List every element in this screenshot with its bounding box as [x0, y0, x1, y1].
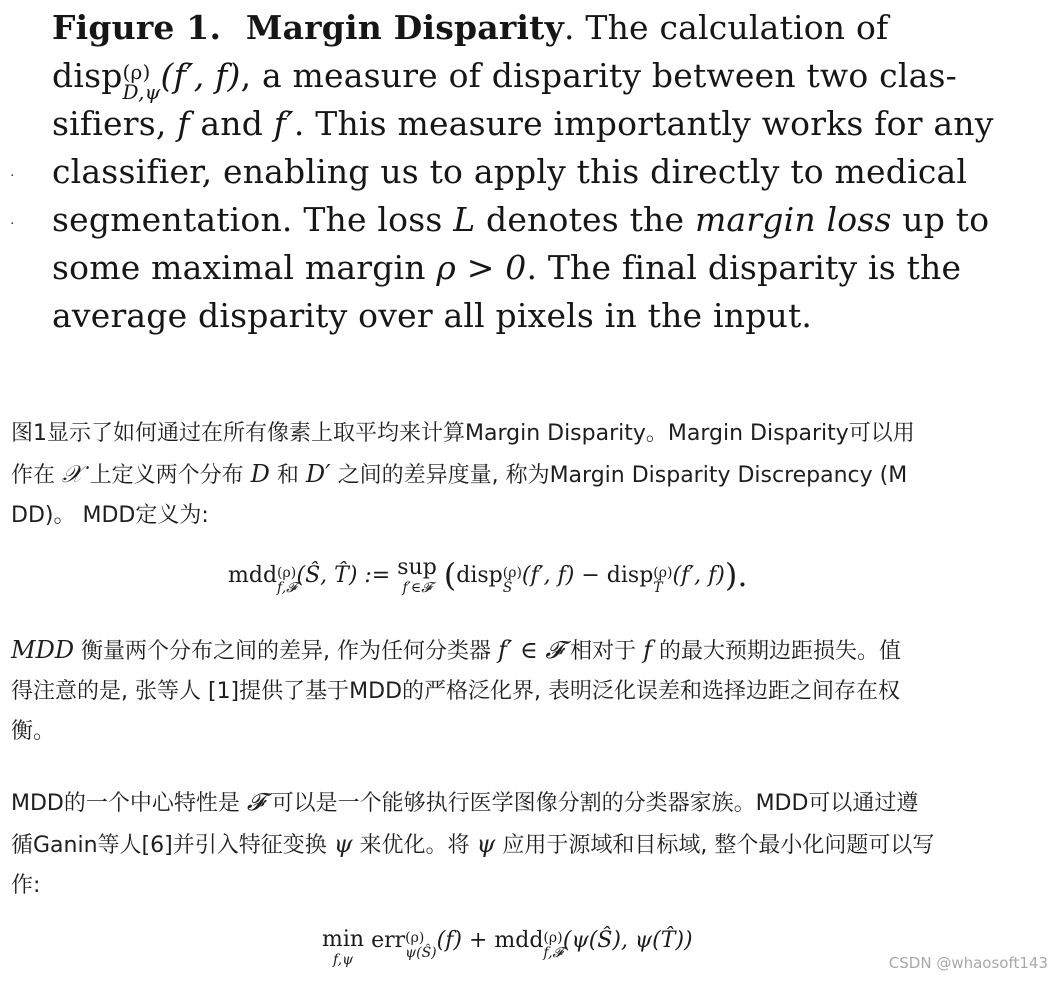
math-sub: Ŝ — [502, 580, 513, 596]
paragraph-3 — [11, 782, 1055, 906]
math-supsub — [405, 931, 437, 961]
math-sup: (ρ) — [122, 60, 151, 84]
math-sub: ψ(Ŝ) — [405, 945, 437, 961]
math-args: (Ŝ, T̂) := — [296, 563, 398, 588]
math-f: f — [643, 636, 653, 664]
caption-line — [52, 52, 1027, 104]
text-run: 衡量两个分布之间的差异, 作为任何分类器 — [74, 639, 499, 664]
caption-text: denotes the — [475, 200, 695, 239]
math-supsub — [277, 566, 296, 596]
caption-line — [52, 244, 1027, 292]
math-sup-limit: f′∈𝓕 — [402, 580, 432, 596]
caption-line — [52, 4, 1027, 52]
math-supsub — [503, 566, 522, 596]
math-L: L — [453, 200, 476, 239]
math-f: f — [177, 104, 190, 143]
math-sup: (ρ) — [543, 930, 563, 946]
text-line — [11, 782, 1055, 824]
text-line — [11, 630, 1055, 672]
text-run: 和 — [269, 463, 306, 488]
text-run: 可以是一个能够执行医学图像分割的分类器家族。MDD可以通过遵 — [264, 791, 919, 816]
math-sup: (ρ) — [405, 930, 425, 946]
text-run: 相对于 — [563, 639, 644, 664]
math-min-operator — [322, 928, 364, 968]
caption-line: average disparity over all pixels in the input. — [52, 296, 813, 335]
math-sub: f,𝓕 — [277, 580, 297, 596]
math-sub: D,ψ — [122, 80, 161, 104]
math-MDD: MDD — [11, 636, 75, 664]
math-rho: ρ > 0 — [436, 248, 527, 287]
math-args: (f′, f) — [160, 56, 241, 95]
margin-dot: · — [10, 216, 15, 232]
math-disp: disp — [52, 56, 123, 95]
math-min-limit: f,ψ — [332, 952, 354, 968]
equation-minimization — [322, 928, 693, 968]
paragraph-1 — [11, 414, 1055, 536]
caption-line: classifier, enabling us to apply this directly to medical — [52, 152, 968, 191]
figure-label: Figure 1. — [52, 8, 222, 47]
math-args: (f) + — [436, 928, 495, 953]
math-args: (f′, f) — [672, 563, 725, 588]
margin-dot: · — [10, 168, 15, 184]
text-run: 上定义两个分布 — [82, 463, 251, 488]
text-line: 作: — [11, 873, 41, 898]
text-run: 的最大预期边距损失。值 — [652, 639, 902, 664]
text-run: 应用于源域和目标域, 整个最小化问题可以写 — [495, 833, 935, 858]
math-psi: ψ — [476, 830, 496, 858]
math-F: 𝓕 — [246, 788, 265, 816]
math-err: err — [371, 928, 406, 953]
caption-text: and — [189, 104, 274, 143]
watermark: CSDN @whaosoft143 — [888, 954, 1048, 972]
text-run: 作在 — [11, 463, 62, 488]
math-expr: f′ ∈ 𝓕 — [498, 636, 564, 664]
text-run: 来优化。将 — [352, 833, 477, 858]
math-supsub — [543, 931, 562, 961]
math-supsub — [123, 62, 161, 102]
caption-text: sifiers, — [52, 104, 178, 143]
equation-mdd — [228, 556, 748, 596]
figure-caption — [10, 0, 1027, 340]
paragraph-2 — [11, 630, 1055, 752]
text-line: 得注意的是, 张等人 [1]提供了基于MDD的严格泛化界, 表明泛化误差和选择边距之间存在权 — [11, 679, 900, 704]
math-sup: (ρ) — [653, 565, 673, 581]
math-args: (f′, f) − — [521, 563, 607, 588]
caption-line — [52, 100, 1027, 148]
text-run: 之间的差异度量, 称为Margin Disparity Discrepancy (M — [330, 463, 908, 488]
math-disp: disp — [456, 563, 503, 588]
figure-title: Margin Disparity — [245, 8, 564, 47]
emphasis-margin-loss: margin loss — [694, 200, 892, 239]
text-run: 循Ganin等人[6]并引入特征变换 — [11, 833, 334, 858]
caption-text: up to — [891, 200, 990, 239]
math-sup: (ρ) — [277, 565, 297, 581]
math-disp: disp — [606, 563, 654, 588]
math-fprime: f′ — [273, 104, 294, 143]
math-sub: f,𝓕 — [543, 945, 563, 961]
math-supsub — [653, 566, 672, 596]
math-D: D — [250, 460, 270, 488]
text-line — [11, 824, 1055, 866]
caption-line — [52, 196, 1027, 244]
text-line — [11, 454, 1055, 496]
math-paren: ( — [443, 556, 457, 594]
math-sub: T̂ — [653, 580, 663, 596]
caption-text: . This measure importantly works for any — [293, 104, 994, 143]
text-run: MDD的一个中心特性是 — [11, 791, 247, 816]
math-mdd: mdd — [494, 928, 544, 953]
math-sup: (ρ) — [502, 565, 522, 581]
text-line: DD)。 MDD定义为: — [11, 503, 209, 528]
caption-text: some maximal margin — [52, 248, 437, 287]
math-psi: ψ — [333, 830, 353, 858]
math-Dprime: D′ — [305, 460, 331, 488]
math-mdd: mdd — [228, 563, 278, 588]
math-args: (ψ(Ŝ), ψ(T̂)) — [562, 928, 693, 953]
math-sup-op: sup — [397, 555, 437, 580]
math-paren: ). — [724, 556, 748, 594]
text-line: 图1显示了如何通过在所有像素上取平均来计算Margin Disparity。Margin Disparity可以用 — [11, 421, 915, 446]
math-min: min — [322, 927, 365, 952]
caption-text: . The calculation of — [563, 8, 889, 47]
text-line: 衡。 — [11, 719, 56, 744]
caption-text: . The final disparity is the — [526, 248, 962, 287]
math-sup-operator — [397, 556, 437, 596]
caption-text: , a measure of disparity between two clas- — [240, 56, 957, 95]
math-X: 𝒳 — [62, 460, 83, 488]
caption-text: segmentation. The loss — [52, 200, 454, 239]
